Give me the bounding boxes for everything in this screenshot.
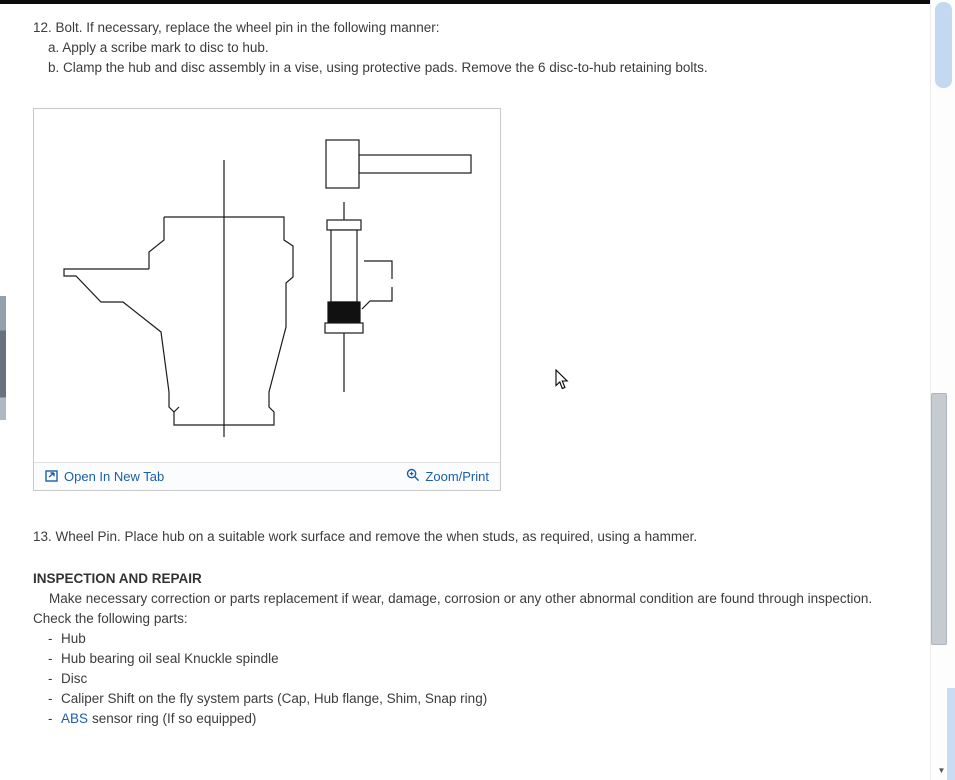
parts-list [33, 629, 915, 729]
part-text: Caliper Shift on the fly system parts (Cap, Hub flange, Shim, Snap ring) [61, 691, 488, 706]
article-content [33, 18, 915, 729]
bullet-dash: - [48, 691, 53, 706]
inspection-body-line2: Check the following parts: [33, 611, 188, 626]
step-12b-text: b. Clamp the hub and disc assembly in a vise, using protective pads. Remove the 6 disc-to-hub retaining bolts. [48, 60, 708, 75]
hub-and-stud-diagram [34, 109, 498, 462]
inspection-body-line1: Make necessary correction or parts replacement if wear, damage, corrosion or any other abnormal condition are found through inspection. [49, 591, 873, 606]
open-in-new-tab-label: Open In New Tab [64, 469, 165, 484]
scrollbar-area [930, 0, 955, 780]
part-text: Hub bearing oil seal Knuckle spindle [61, 651, 279, 666]
abs-link[interactable]: ABS [61, 711, 89, 726]
bullet-dash: - [48, 671, 53, 686]
open-in-new-tab-icon [45, 469, 59, 485]
parts-list-item [48, 669, 915, 689]
inspection-heading: INSPECTION AND REPAIR [33, 571, 202, 586]
parts-list-item [48, 649, 915, 669]
zoom-print-label: Zoom/Print [425, 469, 489, 484]
figure-toolbar [34, 462, 500, 490]
parts-list-item [48, 689, 915, 709]
step-12-text: 12. Bolt. If necessary, replace the wheel pin in the following manner: [33, 20, 440, 35]
zoom-print-link[interactable] [406, 468, 489, 485]
parts-list-item [48, 629, 915, 649]
part-text: Hub [61, 631, 86, 646]
scrollbar-down-button[interactable]: ▼ [937, 766, 946, 775]
open-in-new-tab-link[interactable] [45, 469, 164, 485]
zoom-magnifier-icon [406, 468, 420, 485]
step-12a-text: a. Apply a scribe mark to disc to hub. [48, 40, 269, 55]
bullet-dash: - [48, 631, 53, 646]
parts-list-item [48, 709, 915, 729]
figure-box [33, 108, 501, 491]
inner-scrollbar-thumb[interactable] [931, 393, 947, 645]
outer-scrollbar-thumb[interactable] [935, 2, 952, 88]
background-window-sliver [0, 296, 6, 420]
step-13-text: 13. Wheel Pin. Place hub on a suitable work surface and remove the when studs, as required, using a hammer. [33, 529, 698, 544]
part-text: Disc [61, 671, 88, 686]
bullet-dash: - [48, 651, 53, 666]
window-top-edge [0, 0, 955, 4]
bullet-dash: - [48, 711, 53, 726]
figure-diagram [34, 109, 500, 462]
part-text: sensor ring (If so equipped) [92, 711, 257, 726]
